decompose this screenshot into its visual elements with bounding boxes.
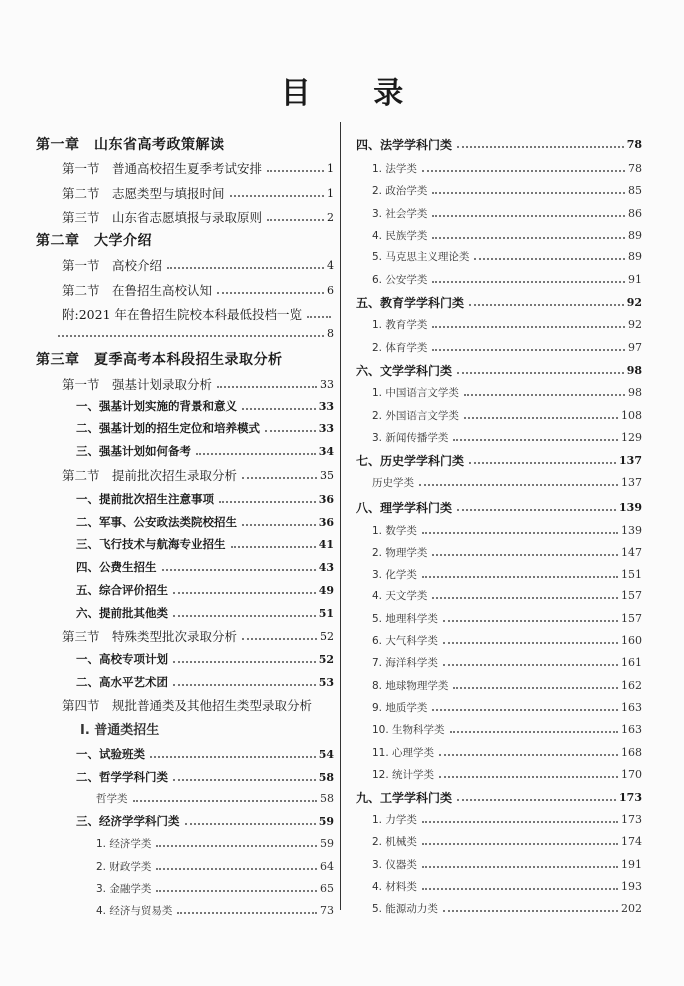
toc-entry-title: 1. 法学类 bbox=[372, 162, 417, 175]
toc-entry-title: 12. 统计学类 bbox=[372, 768, 435, 781]
toc-page-number: 36 bbox=[318, 515, 334, 529]
toc-page-number: 202 bbox=[621, 901, 642, 915]
toc-entry-title: 2. 财政学类 bbox=[96, 860, 152, 873]
toc-entry-title: 3. 社会学类 bbox=[372, 207, 428, 220]
dot-leader bbox=[432, 237, 625, 239]
dot-leader bbox=[432, 192, 625, 194]
toc-entry-title: 四、法学学科门类 bbox=[356, 137, 453, 152]
toc-entry bbox=[356, 293, 642, 311]
dot-leader bbox=[432, 554, 618, 556]
dot-leader bbox=[422, 888, 618, 890]
toc-entry-title: 五、教育学学科门类 bbox=[356, 295, 465, 310]
toc-page-number: 4 bbox=[327, 258, 334, 272]
toc-entry bbox=[372, 383, 642, 401]
toc-page-number: 53 bbox=[318, 675, 334, 689]
toc-entry-title: 第一章 山东省高考政策解读 bbox=[36, 137, 225, 153]
toc-entry-title: Ⅰ. 普通类招生 bbox=[80, 722, 160, 738]
toc-entry-title: 三、经济学学科门类 bbox=[76, 814, 180, 828]
toc-page-number: 58 bbox=[318, 770, 334, 784]
toc-page-number: 137 bbox=[621, 475, 642, 489]
toc-page-number: 139 bbox=[619, 500, 642, 514]
toc-entry-title: 1. 力学类 bbox=[372, 813, 417, 826]
toc-page-number: 129 bbox=[621, 430, 642, 444]
dot-leader bbox=[432, 215, 625, 217]
toc-entry-title: 2. 物理学类 bbox=[372, 546, 428, 559]
toc-entry-title: 第二节 在鲁招生高校认知 bbox=[62, 283, 213, 298]
toc-entry bbox=[372, 631, 642, 649]
dot-leader bbox=[439, 754, 618, 756]
toc-page-number: 64 bbox=[320, 859, 334, 873]
toc-entry-title: 9. 地质学类 bbox=[372, 701, 428, 714]
toc-entry-title: 2. 机械类 bbox=[372, 835, 417, 848]
toc-entry-title: 第三章 夏季高考本科段招生录取分析 bbox=[36, 352, 283, 368]
toc-page-number: 35 bbox=[320, 468, 334, 482]
toc-page-number: 54 bbox=[318, 747, 334, 761]
dot-leader bbox=[457, 509, 616, 511]
toc-entry-title: 六、提前批其他类 bbox=[76, 606, 168, 620]
toc-page-number: 33 bbox=[320, 377, 334, 391]
toc-entry bbox=[372, 609, 642, 627]
dot-leader bbox=[432, 709, 618, 711]
toc-entry-title: 2. 外国语言文学类 bbox=[372, 409, 459, 422]
toc-entry-title: 第二章 大学介绍 bbox=[36, 233, 152, 249]
toc-entry-title: 第三节 山东省志愿填报与录取原则 bbox=[62, 210, 263, 225]
toc-entry bbox=[356, 788, 642, 806]
toc-page-number: 41 bbox=[318, 537, 334, 551]
dot-leader bbox=[464, 417, 618, 419]
toc-entry-title: 五、综合评价招生 bbox=[76, 583, 168, 597]
dot-leader bbox=[422, 576, 618, 578]
toc-page-number: 1 bbox=[327, 161, 334, 175]
toc-entry-title: 3. 仪器类 bbox=[372, 858, 417, 871]
toc-entry-title: 一、提前批次招生注意事项 bbox=[76, 492, 214, 506]
toc-page-number: 49 bbox=[318, 583, 334, 597]
toc-entry bbox=[372, 653, 642, 671]
toc-entry-title: 5. 马克思主义理论类 bbox=[372, 250, 470, 263]
toc-entry bbox=[372, 159, 642, 177]
toc-entry bbox=[372, 473, 642, 491]
toc-page-number: 78 bbox=[626, 137, 642, 151]
toc-entry bbox=[372, 543, 642, 561]
toc-entry bbox=[372, 899, 642, 917]
toc-entry-title: 第三节 特殊类型批次录取分析 bbox=[62, 629, 238, 644]
toc-page-number: 65 bbox=[320, 881, 334, 895]
toc-entry bbox=[372, 676, 642, 694]
toc-page-number: 2 bbox=[327, 210, 334, 224]
toc-page-number: 34 bbox=[318, 444, 334, 458]
toc-page-number: 157 bbox=[621, 588, 642, 602]
toc-entry-title: 1. 教育学类 bbox=[372, 318, 428, 331]
toc-page-number: 108 bbox=[621, 408, 642, 422]
toc-entry bbox=[372, 698, 642, 716]
toc-entry-title: 1. 经济学类 bbox=[96, 837, 152, 850]
toc-page-number: 151 bbox=[621, 567, 642, 581]
toc-page-number: 43 bbox=[318, 560, 334, 574]
toc-page-number: 157 bbox=[621, 611, 642, 625]
toc-page-number: 191 bbox=[621, 857, 642, 871]
toc-entry bbox=[372, 586, 642, 604]
dot-leader bbox=[439, 776, 618, 778]
dot-leader bbox=[450, 731, 618, 733]
toc-page-number: 147 bbox=[621, 545, 642, 559]
dot-leader bbox=[422, 821, 618, 823]
dot-leader bbox=[443, 620, 618, 622]
toc-entry bbox=[372, 565, 642, 583]
toc-page-number: 89 bbox=[628, 228, 642, 242]
toc-entry bbox=[372, 720, 642, 738]
toc-page-number: 58 bbox=[320, 791, 334, 805]
toc-entry-title: 4. 材料类 bbox=[372, 880, 417, 893]
dot-leader bbox=[464, 394, 625, 396]
dot-leader bbox=[432, 597, 618, 599]
toc-entry-title: 3. 化学类 bbox=[372, 568, 417, 581]
page-title: 目 录 bbox=[280, 76, 430, 111]
toc-page-number: 174 bbox=[621, 834, 642, 848]
toc-page-number: 8 bbox=[327, 326, 334, 340]
dot-leader bbox=[432, 281, 625, 283]
toc-entry-title: 2. 体育学类 bbox=[372, 341, 428, 354]
toc-entry bbox=[372, 428, 642, 446]
toc-page-number: 6 bbox=[327, 283, 334, 297]
toc-page-number: 193 bbox=[621, 879, 642, 893]
toc-page-number: 168 bbox=[621, 745, 642, 759]
toc-page-number: 91 bbox=[628, 272, 642, 286]
toc-page-number: 163 bbox=[621, 700, 642, 714]
toc-entry-title: 七、历史学学科门类 bbox=[356, 453, 465, 468]
toc-entry-title: 3. 新闻传播学类 bbox=[372, 431, 449, 444]
dot-leader bbox=[453, 439, 618, 441]
toc-entry-title: 八、理学学科门类 bbox=[356, 500, 453, 515]
toc-entry bbox=[372, 765, 642, 783]
toc-page-number: 59 bbox=[320, 836, 334, 850]
toc-entry-title: 二、高水平艺术团 bbox=[76, 675, 168, 689]
toc-page-number: 92 bbox=[628, 317, 642, 331]
toc-entry-title: 5. 地理科学类 bbox=[372, 612, 438, 625]
toc-page-number: 36 bbox=[318, 492, 334, 506]
toc-entry-title: 5. 能源动力类 bbox=[372, 902, 438, 915]
dot-leader bbox=[432, 326, 625, 328]
dot-leader bbox=[469, 304, 624, 306]
toc-entry bbox=[372, 247, 642, 265]
toc-entry-title: 第四节 规批普通类及其他招生类型录取分析 bbox=[62, 698, 313, 713]
toc-page-number: 92 bbox=[626, 295, 642, 309]
toc-page-number: 98 bbox=[628, 385, 642, 399]
toc-entry bbox=[372, 338, 642, 356]
toc-entry-title: 11. 心理学类 bbox=[372, 746, 435, 759]
toc-entry bbox=[372, 521, 642, 539]
toc-entry-title: 1. 中国语言文学类 bbox=[372, 386, 459, 399]
toc-entry-title: 九、工学学科门类 bbox=[356, 790, 453, 805]
dot-leader bbox=[422, 532, 618, 534]
toc-page-number: 33 bbox=[318, 399, 334, 413]
toc-entry-title: 三、飞行技术与航海专业招生 bbox=[76, 537, 226, 551]
toc-entry bbox=[372, 810, 642, 828]
toc-entry-title: 3. 金融学类 bbox=[96, 882, 152, 895]
toc-entry bbox=[356, 498, 642, 516]
dot-leader bbox=[453, 687, 618, 689]
toc-entry-title: 六、文学学科门类 bbox=[356, 363, 453, 378]
toc-entry-title: 三、强基计划如何备考 bbox=[76, 444, 191, 458]
dot-leader bbox=[443, 642, 618, 644]
dot-leader bbox=[457, 146, 624, 148]
toc-entry bbox=[372, 832, 642, 850]
toc-entry bbox=[372, 204, 642, 222]
toc-page-number: 170 bbox=[621, 767, 642, 781]
toc-entry-title: 附:2021 年在鲁招生院校本科最低投档一览 bbox=[62, 307, 302, 322]
dot-leader bbox=[457, 372, 624, 374]
toc-page-number: 97 bbox=[628, 340, 642, 354]
toc-entry-title: 7. 海洋科学类 bbox=[372, 656, 438, 669]
toc-page-number: 78 bbox=[628, 161, 642, 175]
toc-entry-title: 二、强基计划的招生定位和培养模式 bbox=[76, 421, 260, 435]
toc-page-number: 173 bbox=[619, 790, 642, 804]
toc-entry bbox=[372, 315, 642, 333]
toc-page-number: 51 bbox=[318, 606, 334, 620]
toc-entry-title: 4. 天文学类 bbox=[372, 589, 428, 602]
toc-page-number: 137 bbox=[619, 453, 642, 467]
toc-page-number: 163 bbox=[621, 722, 642, 736]
toc-page-number: 1 bbox=[327, 186, 334, 200]
toc-entry-title: 10. 生物科学类 bbox=[372, 723, 445, 736]
toc-page-number: 52 bbox=[318, 652, 334, 666]
toc-entry bbox=[372, 406, 642, 424]
toc-entry-title: 1. 数学类 bbox=[372, 524, 417, 537]
toc-entry-title: 哲学类 bbox=[96, 792, 128, 805]
toc-entry-title: 一、高校专项计划 bbox=[76, 652, 168, 666]
toc-page-number: 85 bbox=[628, 183, 642, 197]
toc-entry-title: 6. 公安学类 bbox=[372, 273, 428, 286]
toc-entry-title: 二、哲学学科门类 bbox=[76, 770, 168, 784]
toc-entry-title: 第一节 强基计划录取分析 bbox=[62, 377, 213, 392]
toc-entry bbox=[372, 855, 642, 873]
toc-entry-title: 第一节 高校介绍 bbox=[62, 258, 163, 273]
toc-entry-title: 历史学类 bbox=[372, 476, 414, 489]
dot-leader bbox=[422, 843, 618, 845]
toc-entry bbox=[372, 226, 642, 244]
toc-entry bbox=[372, 877, 642, 895]
toc-entry-title: 第一节 普通高校招生夏季考试安排 bbox=[62, 161, 263, 176]
toc-entry-title: 二、军事、公安政法类院校招生 bbox=[76, 515, 237, 529]
toc-page-number: 173 bbox=[621, 812, 642, 826]
toc-entry-title: 4. 民族学类 bbox=[372, 229, 428, 242]
toc-page-number: 139 bbox=[621, 523, 642, 537]
toc-entry-title: 一、试验班类 bbox=[76, 747, 145, 761]
toc-page-number: 73 bbox=[320, 903, 334, 917]
toc-page-number: 33 bbox=[318, 421, 334, 435]
dot-leader bbox=[443, 664, 618, 666]
dot-leader bbox=[443, 910, 618, 912]
dot-leader bbox=[432, 349, 625, 351]
toc-entry bbox=[372, 181, 642, 199]
toc-entry-title: 2. 政治学类 bbox=[372, 184, 428, 197]
toc-entry bbox=[372, 743, 642, 761]
dot-leader bbox=[457, 799, 616, 801]
dot-leader bbox=[469, 462, 616, 464]
toc-page-number: 162 bbox=[621, 678, 642, 692]
toc-entry bbox=[372, 270, 642, 288]
toc-page-number: 86 bbox=[628, 206, 642, 220]
toc-page-number: 160 bbox=[621, 633, 642, 647]
toc-entry-title: 4. 经济与贸易类 bbox=[96, 904, 173, 917]
dot-leader bbox=[422, 866, 618, 868]
toc-page-number: 52 bbox=[320, 629, 334, 643]
toc-entry-title: 四、公费生招生 bbox=[76, 560, 157, 574]
dot-leader bbox=[474, 258, 625, 260]
toc-page-number: 98 bbox=[626, 363, 642, 377]
toc-entry-title: 6. 大气科学类 bbox=[372, 634, 438, 647]
toc-page-number: 161 bbox=[621, 655, 642, 669]
toc-entry-title: 第二节 提前批次招生录取分析 bbox=[62, 468, 238, 483]
toc-entry bbox=[356, 451, 642, 469]
toc-page-number: 59 bbox=[318, 814, 334, 828]
toc-entry bbox=[356, 361, 642, 379]
toc-page-number: 89 bbox=[628, 249, 642, 263]
toc-entry-title: 一、强基计划实施的背景和意义 bbox=[76, 399, 237, 413]
dot-leader bbox=[419, 484, 618, 486]
dot-leader bbox=[422, 170, 625, 172]
toc-entry-title: 第二节 志愿类型与填报时间 bbox=[62, 186, 225, 201]
toc-entry bbox=[356, 135, 642, 153]
toc-entry-title: 8. 地球物理学类 bbox=[372, 679, 449, 692]
